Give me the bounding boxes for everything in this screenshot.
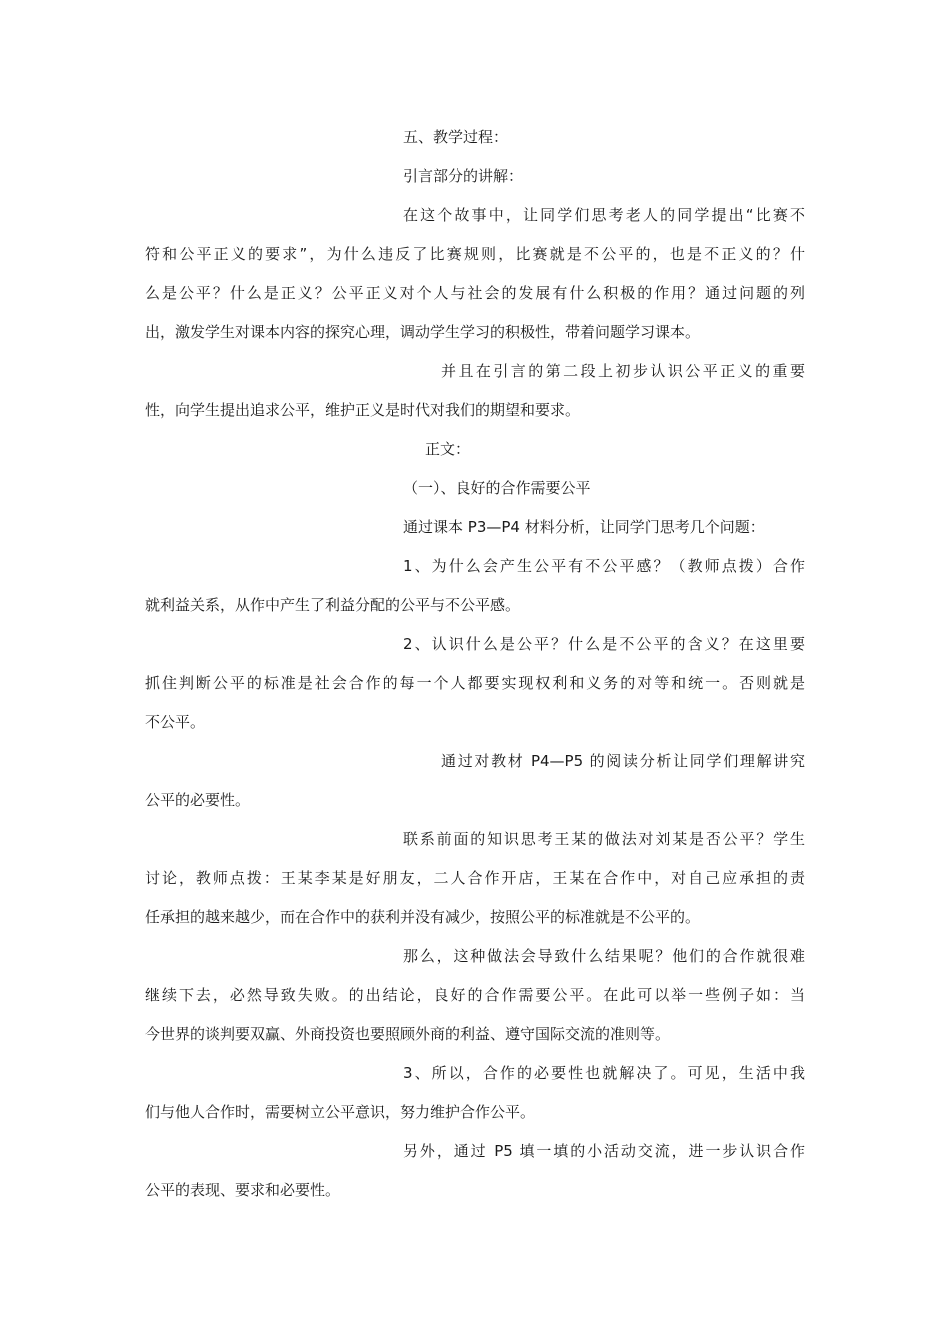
- text-line: 就利益关系，从作中产生了利益分配的公平与不公平感。: [145, 596, 521, 614]
- paragraph-consequence: [145, 937, 805, 1054]
- text-line: 继续下去，必然导致失败。的出结论，良好的合作需要公平。在此可以举一些例子如：当: [145, 986, 805, 1004]
- text-line: 那么，这种做法会导致什么结果呢？他们的合作就很难: [403, 947, 805, 965]
- text-line: 今世界的谈判要双赢、外商投资也要照顾外商的利益、遵守国际交流的准则等。: [145, 1025, 671, 1043]
- text-line: 出，激发学生对课本内容的探究心理，调动学生学习的积极性，带着问题学习课本。: [145, 323, 701, 341]
- paragraph-material-analysis: 通过课本 P3—P4 材料分析，让同学门思考几个问题：: [403, 518, 765, 536]
- text-line: 1、为什么会产生公平有不公平感？（教师点拨）合作: [403, 557, 805, 575]
- paragraph-case-discussion: [145, 820, 805, 937]
- heading-main-text: 正文：: [425, 440, 471, 458]
- text-line: 通过对教材 P4—P5 的阅读分析让同学们理解讲究: [441, 752, 805, 770]
- text-line: 抓住判断公平的标准是社会合作的每一个人都要实现权利和义务的对等和统一。否则就是: [145, 674, 805, 692]
- text-line: 讨论，教师点拨：王某李某是好朋友，二人合作开店，王某在合作中，对自己应承担的责: [145, 869, 805, 887]
- text-line: 任承担的越来越少，而在合作中的获利并没有减少，按照公平的标准就是不公平的。: [145, 908, 701, 926]
- question-1: [145, 547, 805, 625]
- text-line: 另外，通过 P5 填一填的小活动交流，进一步认识合作: [403, 1142, 805, 1160]
- heading-teaching-process: 五、教学过程：: [403, 128, 509, 146]
- document-body: [145, 118, 805, 1210]
- question-2: [145, 625, 805, 742]
- text-line: 么是公平？什么是正义？公平正义对个人与社会的发展有什么积极的作用？通过问题的列: [145, 284, 805, 302]
- text-line: 们与他人合作时，需要树立公平意识，努力维护合作公平。: [145, 1103, 536, 1121]
- heading-intro-explanation: 引言部分的讲解：: [403, 167, 524, 185]
- text-line: 性，向学生提出追求公平，维护正义是时代对我们的期望和要求。: [145, 401, 581, 419]
- paragraph-fairness-necessity: [145, 742, 805, 820]
- text-line: 3、所以，合作的必要性也就解决了。可见，生活中我: [403, 1064, 805, 1082]
- text-line: 公平的必要性。: [145, 791, 251, 809]
- paragraph-activity-exchange: [145, 1132, 805, 1210]
- text-line: 联系前面的知识思考王某的做法对刘某是否公平？学生: [403, 830, 805, 848]
- heading-section-cooperation: （一）、良好的合作需要公平: [403, 479, 591, 497]
- paragraph-story-discussion: [145, 196, 805, 352]
- text-line: 2、认识什么是公平？什么是不公平的含义？在这里要: [403, 635, 805, 653]
- text-line: 公平的表现、要求和必要性。: [145, 1181, 341, 1199]
- text-line: 符和公平正义的要求”，为什么违反了比赛规则，比赛就是不公平的，也是不正义的？什: [145, 245, 805, 263]
- paragraph-intro-second-section: [145, 352, 805, 430]
- text-line: 并且在引言的第二段上初步认识公平正义的重要: [441, 362, 805, 380]
- question-3: [145, 1054, 805, 1132]
- text-line: 在这个故事中，让同学们思考老人的同学提出“比赛不: [403, 206, 805, 224]
- text-line: 不公平。: [145, 713, 206, 731]
